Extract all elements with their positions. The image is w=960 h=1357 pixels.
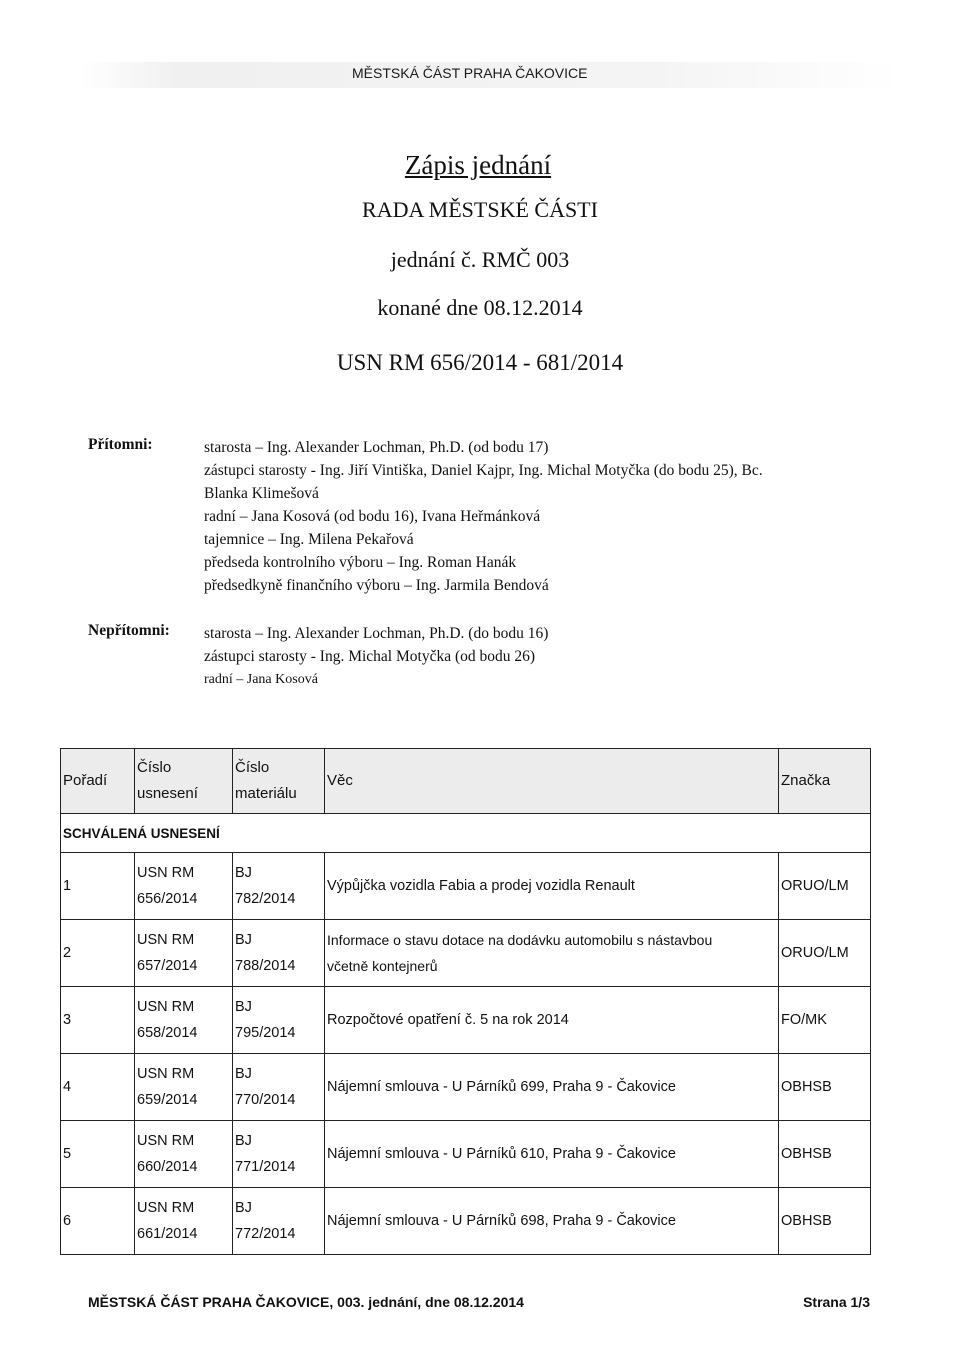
row-mark: FO/MK bbox=[779, 987, 871, 1054]
row-material-line: 788/2014 bbox=[235, 958, 296, 974]
row-material-line: BJ bbox=[235, 999, 252, 1015]
meeting-number: jednání č. RMČ 003 bbox=[390, 247, 570, 272]
row-resolution-line: USN RM bbox=[137, 1200, 195, 1216]
col-resolution-header bbox=[135, 749, 233, 814]
row-subject-line: Nájemní smlouva - U Párníků 610, Praha 9 - Čakovice bbox=[327, 1146, 676, 1162]
row-material bbox=[233, 1121, 325, 1188]
present-line: zástupci starosty - Ing. Jiří Vintiška, Daniel Kajpr, Ing. Michal Motyčka (do bodu 25), Bc. bbox=[204, 462, 763, 479]
table-row bbox=[61, 1121, 871, 1188]
row-resolution-line: 657/2014 bbox=[137, 958, 198, 974]
row-material bbox=[233, 853, 325, 920]
page-header bbox=[80, 62, 900, 88]
row-resolution-line: 658/2014 bbox=[137, 1025, 198, 1041]
row-material-line: 795/2014 bbox=[235, 1025, 296, 1041]
row-material-line: BJ bbox=[235, 865, 252, 881]
col-order-header: Pořadí bbox=[61, 749, 135, 814]
row-mark: OBHSB bbox=[779, 1121, 871, 1188]
row-subject bbox=[325, 987, 779, 1054]
footer-text: MĚSTSKÁ ČÁST PRAHA ČAKOVICE, 003. jednání, dne 08.12.2014 bbox=[88, 1294, 524, 1310]
row-order: 2 bbox=[61, 920, 135, 987]
row-material-line: 771/2014 bbox=[235, 1159, 296, 1175]
row-resolution bbox=[135, 1054, 233, 1121]
col-material-header bbox=[233, 749, 325, 814]
table-row bbox=[61, 920, 871, 987]
row-mark: OBHSB bbox=[779, 1054, 871, 1121]
absent-list bbox=[204, 622, 884, 691]
title-block bbox=[0, 150, 960, 374]
row-subject-line: Informace o stavu dotace na dodávku automobilu s nástavbou bbox=[327, 932, 713, 948]
row-order: 5 bbox=[61, 1121, 135, 1188]
table-header-row bbox=[61, 749, 871, 814]
row-material bbox=[233, 1188, 325, 1255]
resolution-range: USN RM 656/2014 - 681/2014 bbox=[336, 350, 624, 375]
present-line: tajemnice – Ing. Milena Pekařová bbox=[204, 531, 414, 548]
row-resolution-line: USN RM bbox=[137, 1133, 195, 1149]
row-order: 1 bbox=[61, 853, 135, 920]
table-row bbox=[61, 1054, 871, 1121]
row-resolution bbox=[135, 920, 233, 987]
row-resolution-line: 661/2014 bbox=[137, 1226, 198, 1242]
row-material bbox=[233, 987, 325, 1054]
row-subject-line: včetně kontejnerů bbox=[327, 958, 438, 974]
present-line: Blanka Klimešová bbox=[204, 485, 319, 502]
row-order: 6 bbox=[61, 1188, 135, 1255]
row-subject bbox=[325, 853, 779, 920]
row-resolution-line: 660/2014 bbox=[137, 1159, 198, 1175]
present-line: radní – Jana Kosová (od bodu 16), Ivana Heřmánková bbox=[204, 508, 541, 525]
meeting-date: konané dne 08.12.2014 bbox=[377, 295, 583, 320]
row-resolution bbox=[135, 1121, 233, 1188]
row-material-line: 782/2014 bbox=[235, 891, 296, 907]
page-footer bbox=[88, 1294, 870, 1316]
table-row bbox=[61, 987, 871, 1054]
col-resolution-header-line: Číslo bbox=[137, 759, 172, 776]
row-subject-line: Rozpočtové opatření č. 5 na rok 2014 bbox=[327, 1012, 569, 1028]
row-material-line: BJ bbox=[235, 1200, 252, 1216]
row-mark: ORUO/LM bbox=[779, 920, 871, 987]
row-resolution bbox=[135, 987, 233, 1054]
row-subject bbox=[325, 1054, 779, 1121]
row-subject-line: Výpůjčka vozidla Fabia a prodej vozidla Renault bbox=[327, 878, 635, 894]
section-row bbox=[61, 814, 871, 853]
row-material-line: BJ bbox=[235, 1066, 252, 1082]
col-resolution-header-line: usnesení bbox=[137, 785, 198, 802]
document-title: Zápis jednání bbox=[404, 150, 552, 180]
page-number: Strana 1/3 bbox=[803, 1294, 870, 1310]
row-resolution-line: 659/2014 bbox=[137, 1092, 198, 1108]
row-mark: ORUO/LM bbox=[779, 853, 871, 920]
col-mark-header: Značka bbox=[779, 749, 871, 814]
row-material bbox=[233, 920, 325, 987]
row-resolution-line: USN RM bbox=[137, 932, 195, 948]
row-subject bbox=[325, 1188, 779, 1255]
row-resolution-line: USN RM bbox=[137, 999, 195, 1015]
section-title: SCHVÁLENÁ USNESENÍ bbox=[61, 814, 871, 853]
row-subject bbox=[325, 920, 779, 987]
row-resolution bbox=[135, 1188, 233, 1255]
col-material-header-line: materiálu bbox=[235, 785, 297, 802]
present-list bbox=[204, 436, 884, 597]
present-line: předsedkyně finančního výboru – Ing. Jarmila Bendová bbox=[204, 577, 549, 594]
row-resolution-line: USN RM bbox=[137, 1066, 195, 1082]
row-material-line: BJ bbox=[235, 1133, 252, 1149]
absent-line: starosta – Ing. Alexander Lochman, Ph.D. (do bodu 16) bbox=[204, 625, 549, 642]
row-resolution bbox=[135, 853, 233, 920]
row-material bbox=[233, 1054, 325, 1121]
council-name: RADA MĚSTSKÉ ČÁSTI bbox=[362, 197, 598, 222]
present-line: předseda kontrolního výboru – Ing. Roman Hanák bbox=[204, 554, 517, 571]
present-line: starosta – Ing. Alexander Lochman, Ph.D. (od bodu 17) bbox=[204, 439, 549, 456]
present-label: Přítomni: bbox=[88, 436, 153, 453]
table-row bbox=[61, 1188, 871, 1255]
row-resolution-line: 656/2014 bbox=[137, 891, 198, 907]
col-material-header-line: Číslo bbox=[235, 759, 270, 776]
row-subject bbox=[325, 1121, 779, 1188]
row-material-line: 772/2014 bbox=[235, 1226, 296, 1242]
header-org: MĚSTSKÁ ČÁST PRAHA ČAKOVICE bbox=[352, 65, 588, 81]
row-order: 3 bbox=[61, 987, 135, 1054]
row-resolution-line: USN RM bbox=[137, 865, 195, 881]
row-material-line: BJ bbox=[235, 932, 252, 948]
row-order: 4 bbox=[61, 1054, 135, 1121]
row-material-line: 770/2014 bbox=[235, 1092, 296, 1108]
absent-label: Nepřítomni: bbox=[88, 622, 170, 639]
col-subject-header: Věc bbox=[325, 749, 779, 814]
row-subject-line: Nájemní smlouva - U Párníků 698, Praha 9 - Čakovice bbox=[327, 1213, 676, 1229]
absent-line: radní – Jana Kosová bbox=[204, 672, 318, 687]
table-row bbox=[61, 853, 871, 920]
row-subject-line: Nájemní smlouva - U Párníků 699, Praha 9 - Čakovice bbox=[327, 1079, 676, 1095]
absent-line: zástupci starosty - Ing. Michal Motyčka (od bodu 26) bbox=[204, 648, 536, 665]
resolutions-table bbox=[60, 748, 871, 1255]
row-mark: OBHSB bbox=[779, 1188, 871, 1255]
